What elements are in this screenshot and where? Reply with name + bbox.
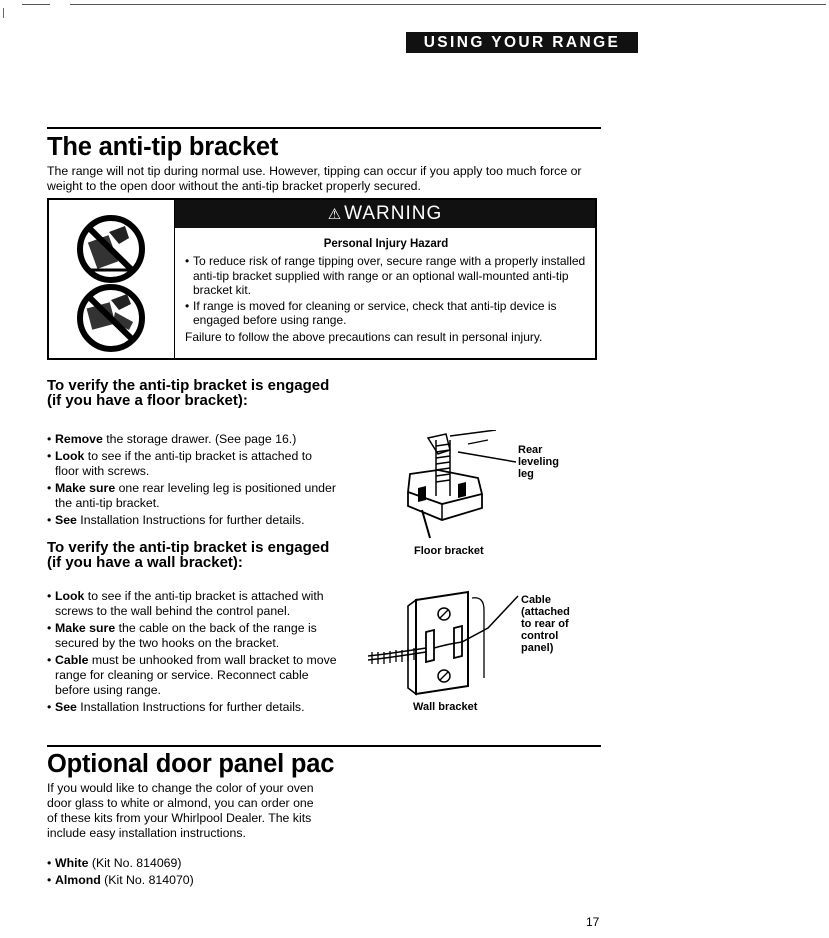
page-number: 17 bbox=[586, 915, 600, 929]
wall-steps bbox=[47, 589, 337, 717]
wall-heading: To verify the anti-tip bracket is engaged (if you have a wall bracket): bbox=[47, 539, 330, 571]
warning-content bbox=[185, 237, 587, 344]
floor-heading: To verify the anti-tip bracket is engaged (if you have a floor bracket): bbox=[47, 377, 330, 409]
section2-intro: If you would like to change the color of your oven door glass to white or almond, you can order one of these kits from your Whirlpool Dealer. The kits include easy installation instructions. bbox=[47, 781, 314, 840]
wall-bracket-caption: Wall bracket bbox=[413, 701, 478, 713]
section2-title: Optional door panel pac bbox=[47, 750, 335, 778]
warning-footer: Failure to follow the above precautions can result in personal injury. bbox=[185, 329, 543, 344]
warning-triangle-icon: ⚠ bbox=[327, 206, 343, 223]
section1-title: The anti-tip bracket bbox=[47, 133, 279, 161]
section1-intro: The range will not tip during normal use. However, tipping can occur if you apply too much force or weight to the open door without the anti-tip bracket properly secured. bbox=[47, 164, 582, 193]
hazard-title: Personal Injury Hazard bbox=[323, 238, 449, 250]
warning-bullet: • If range is moved for cleaning or service, check that anti-tip device is engaged before using range. bbox=[185, 299, 587, 328]
list-item: • Remove the storage drawer. (See page 16.) bbox=[47, 432, 337, 447]
top-rule-left bbox=[22, 4, 50, 5]
cable-label: Cable (attached to rear of control panel) bbox=[521, 594, 570, 654]
list-item: • Almond (Kit No. 814070) bbox=[47, 873, 337, 888]
warning-icons-panel bbox=[49, 200, 175, 358]
section-header-badge: USING YOUR RANGE bbox=[406, 32, 638, 53]
list-item: • See Installation Instructions for further details. bbox=[47, 700, 337, 715]
list-item: • Cable must be unhooked from wall bracket to move range for cleaning or service. Reconnect cable before using range. bbox=[47, 653, 337, 698]
no-tip-icon-1 bbox=[80, 218, 142, 280]
list-item: • Look to see if the anti-tip bracket is attached with screws to the wall behind the control panel. bbox=[47, 589, 337, 619]
floor-bracket-caption: Floor bracket bbox=[414, 545, 484, 557]
list-item: • Make sure one rear leveling leg is positioned under the anti-tip bracket. bbox=[47, 481, 337, 511]
floor-steps bbox=[47, 432, 337, 530]
wall-bracket-illustration bbox=[368, 590, 523, 698]
list-item: • See Installation Instructions for further details. bbox=[47, 513, 337, 528]
list-item: • White (Kit No. 814069) bbox=[47, 856, 337, 871]
warning-bullets bbox=[185, 254, 587, 327]
list-item: • Make sure the cable on the back of the range is secured by the two hooks on the bracket. bbox=[47, 621, 337, 651]
warning-banner bbox=[175, 200, 595, 228]
warning-word: WARNING bbox=[344, 203, 443, 224]
scan-mark bbox=[3, 8, 4, 18]
section2-rule bbox=[47, 745, 601, 747]
rear-leveling-leg-label: Rear leveling leg bbox=[518, 444, 559, 480]
section1-rule bbox=[47, 127, 601, 129]
no-tip-icon-2 bbox=[80, 287, 142, 349]
no-tipping-icons bbox=[49, 200, 174, 358]
floor-bracket-illustration bbox=[398, 430, 516, 542]
kit-list bbox=[47, 856, 337, 890]
list-item: • Look to see if the anti-tip bracket is attached to floor with screws. bbox=[47, 449, 337, 479]
top-rule bbox=[70, 4, 826, 5]
warning-box bbox=[47, 198, 597, 360]
warning-bullet: • To reduce risk of range tipping over, secure range with a properly installed anti-tip bracket supplied with range or an optional wall-mounted anti-tip bracket kit. bbox=[185, 254, 587, 297]
